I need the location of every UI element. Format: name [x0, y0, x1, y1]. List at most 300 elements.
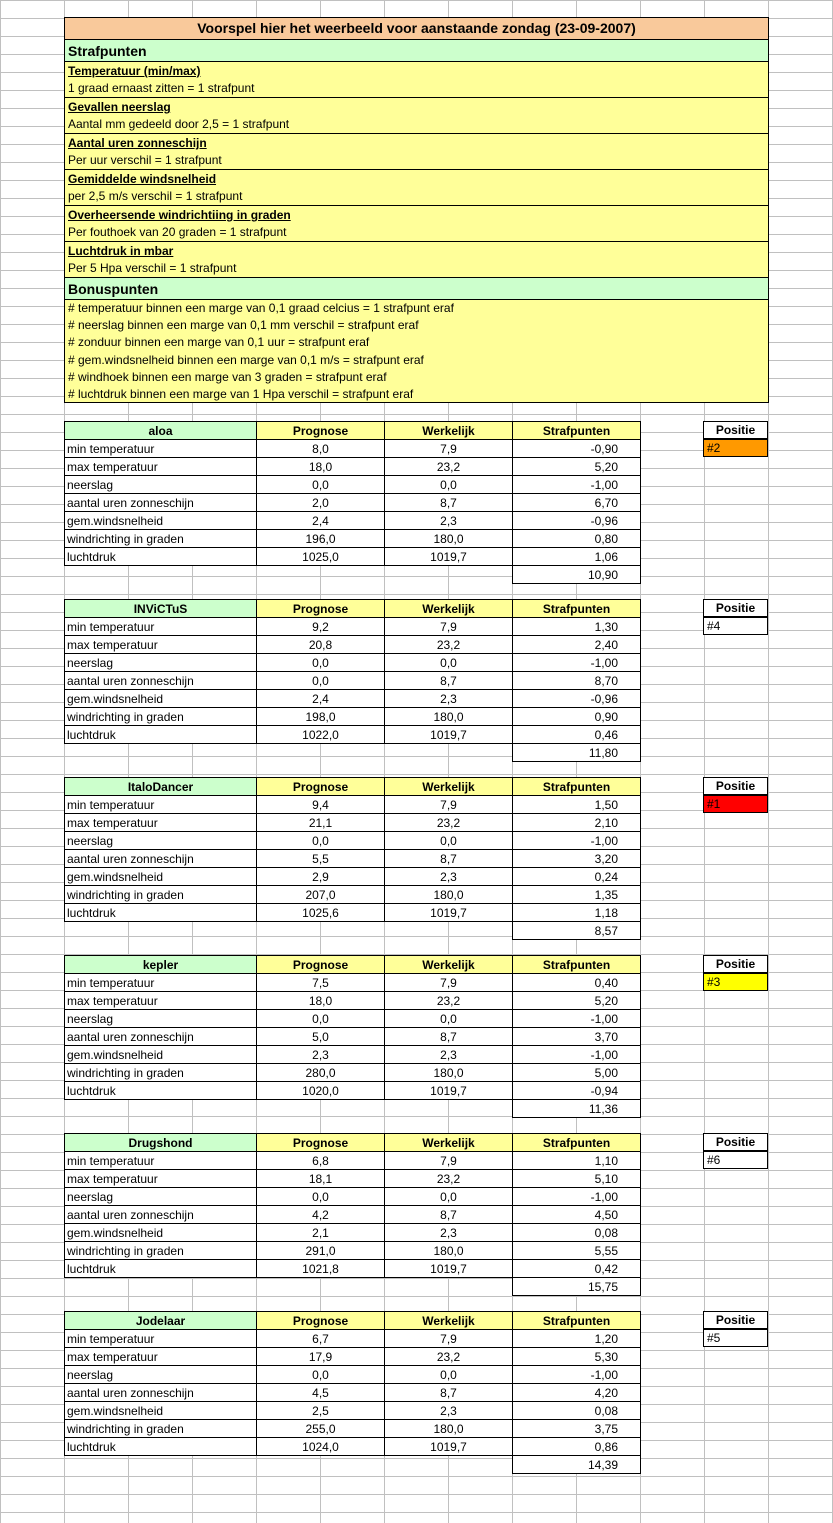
- strafpunten-cell[interactable]: 6,70: [513, 494, 641, 512]
- werkelijk-cell[interactable]: 8,7: [385, 1028, 513, 1046]
- table-row: [65, 1224, 641, 1242]
- table-row: [65, 904, 641, 922]
- table-row: [65, 1170, 641, 1188]
- strafpunten-cell[interactable]: 1,35: [513, 886, 641, 904]
- empty-cell: [65, 922, 257, 940]
- row-label[interactable]: max temperatuur: [65, 636, 257, 654]
- werkelijk-cell[interactable]: 0,0: [385, 1188, 513, 1206]
- player-name[interactable]: ItaloDancer: [65, 778, 257, 796]
- column-header-werkelijk[interactable]: Werkelijk: [385, 956, 513, 974]
- prognose-cell[interactable]: 1020,0: [257, 1082, 385, 1100]
- strafpunten-cell[interactable]: -1,00: [513, 832, 641, 850]
- player-table: [64, 421, 641, 584]
- positie-value[interactable]: #5: [703, 1329, 768, 1347]
- column-header-strafpunten[interactable]: Strafpunten: [513, 1134, 641, 1152]
- player-table: [64, 1311, 641, 1474]
- prognose-cell[interactable]: 198,0: [257, 708, 385, 726]
- positie-value[interactable]: #2: [703, 439, 768, 457]
- prognose-cell[interactable]: 8,0: [257, 440, 385, 458]
- strafpunten-cell[interactable]: 1,20: [513, 1330, 641, 1348]
- werkelijk-cell[interactable]: 180,0: [385, 1064, 513, 1082]
- empty-cell: [385, 1278, 513, 1296]
- table-row: [65, 1082, 641, 1100]
- row-label[interactable]: gem.windsnelheid: [65, 1224, 257, 1242]
- table-row: [65, 1384, 641, 1402]
- column-header-strafpunten[interactable]: Strafpunten: [513, 956, 641, 974]
- strafpunten-cell[interactable]: 0,90: [513, 708, 641, 726]
- column-header-werkelijk[interactable]: Werkelijk: [385, 1312, 513, 1330]
- strafpunten-cell[interactable]: 0,08: [513, 1402, 641, 1420]
- werkelijk-cell[interactable]: 1019,7: [385, 904, 513, 922]
- row-label[interactable]: min temperatuur: [65, 1152, 257, 1170]
- empty-cell: [257, 1100, 385, 1118]
- row-label[interactable]: max temperatuur: [65, 1170, 257, 1188]
- werkelijk-cell[interactable]: 2,3: [385, 1224, 513, 1242]
- werkelijk-cell[interactable]: 0,0: [385, 832, 513, 850]
- strafpunten-cell[interactable]: 0,40: [513, 974, 641, 992]
- column-header-werkelijk[interactable]: Werkelijk: [385, 422, 513, 440]
- werkelijk-cell[interactable]: 7,9: [385, 1152, 513, 1170]
- prognose-cell[interactable]: 21,1: [257, 814, 385, 832]
- player-name[interactable]: Drugshond: [65, 1134, 257, 1152]
- prognose-cell[interactable]: 6,8: [257, 1152, 385, 1170]
- table-row: [65, 618, 641, 636]
- werkelijk-cell[interactable]: 23,2: [385, 1348, 513, 1366]
- prognose-cell[interactable]: 5,5: [257, 850, 385, 868]
- rule-title: Gevallen neerslag: [68, 100, 171, 114]
- werkelijk-cell[interactable]: 0,0: [385, 1366, 513, 1384]
- positie-value[interactable]: #1: [703, 795, 768, 813]
- strafpunten-cell[interactable]: 2,40: [513, 636, 641, 654]
- bonus-line: # neerslag binnen een marge van 0,1 mm verschil = strafpunt eraf: [68, 318, 419, 333]
- row-label[interactable]: max temperatuur: [65, 992, 257, 1010]
- table-row: [65, 1242, 641, 1260]
- player-table: [64, 599, 641, 762]
- empty-cell: [257, 1278, 385, 1296]
- rule-desc: Aantal mm gedeeld door 2,5 = 1 strafpunt: [68, 117, 290, 131]
- strafpunten-cell[interactable]: 5,20: [513, 992, 641, 1010]
- strafpunten-cell[interactable]: 0,86: [513, 1438, 641, 1456]
- prognose-cell[interactable]: 1025,0: [257, 548, 385, 566]
- strafpunten-cell[interactable]: -1,00: [513, 1010, 641, 1028]
- bonuspunten-header: Bonuspunten: [64, 278, 769, 300]
- empty-cell: [65, 744, 257, 762]
- player-table: [64, 777, 641, 940]
- row-label[interactable]: min temperatuur: [65, 1330, 257, 1348]
- werkelijk-cell[interactable]: 7,9: [385, 796, 513, 814]
- prognose-cell[interactable]: 291,0: [257, 1242, 385, 1260]
- positie-header: Positie: [703, 599, 768, 617]
- prognose-cell[interactable]: 2,3: [257, 1046, 385, 1064]
- table-row: [65, 796, 641, 814]
- werkelijk-cell[interactable]: 23,2: [385, 458, 513, 476]
- prognose-cell[interactable]: 207,0: [257, 886, 385, 904]
- row-label[interactable]: gem.windsnelheid: [65, 512, 257, 530]
- table-row: [65, 440, 641, 458]
- prognose-cell[interactable]: 0,0: [257, 1188, 385, 1206]
- empty-cell: [257, 1456, 385, 1474]
- strafpunten-cell[interactable]: -1,00: [513, 1366, 641, 1384]
- row-label[interactable]: windrichting in graden: [65, 1420, 257, 1438]
- row-label[interactable]: windrichting in graden: [65, 1064, 257, 1082]
- werkelijk-cell[interactable]: 7,9: [385, 1330, 513, 1348]
- werkelijk-cell[interactable]: 180,0: [385, 708, 513, 726]
- prognose-cell[interactable]: 4,5: [257, 1384, 385, 1402]
- strafpunten-cell[interactable]: 3,75: [513, 1420, 641, 1438]
- table-row: [65, 1010, 641, 1028]
- rule-desc: Per fouthoek van 20 graden = 1 strafpunt: [68, 225, 287, 239]
- row-label[interactable]: gem.windsnelheid: [65, 690, 257, 708]
- table-row: [65, 636, 641, 654]
- table-row: [65, 1206, 641, 1224]
- prognose-cell[interactable]: 2,0: [257, 494, 385, 512]
- strafpunten-cell[interactable]: 0,24: [513, 868, 641, 886]
- positie-header: Positie: [703, 421, 768, 439]
- row-label[interactable]: luchtdruk: [65, 904, 257, 922]
- prognose-cell[interactable]: 6,7: [257, 1330, 385, 1348]
- player-name[interactable]: kepler: [65, 956, 257, 974]
- row-label[interactable]: luchtdruk: [65, 726, 257, 744]
- column-header-prognose[interactable]: Prognose: [257, 956, 385, 974]
- empty-cell: [385, 566, 513, 584]
- werkelijk-cell[interactable]: 0,0: [385, 476, 513, 494]
- strafpunten-cell[interactable]: 1,18: [513, 904, 641, 922]
- player-table: [64, 955, 641, 1118]
- table-row: [65, 1402, 641, 1420]
- rule-title: Temperatuur (min/max): [68, 64, 201, 78]
- positie-header: Positie: [703, 1311, 768, 1329]
- empty-cell: [385, 744, 513, 762]
- column-header-prognose[interactable]: Prognose: [257, 600, 385, 618]
- prognose-cell[interactable]: 1024,0: [257, 1438, 385, 1456]
- column-header-prognose[interactable]: Prognose: [257, 778, 385, 796]
- player-name[interactable]: Jodelaar: [65, 1312, 257, 1330]
- column-header-prognose[interactable]: Prognose: [257, 422, 385, 440]
- table-row: [65, 886, 641, 904]
- werkelijk-cell[interactable]: 23,2: [385, 992, 513, 1010]
- werkelijk-cell[interactable]: 1019,7: [385, 1438, 513, 1456]
- column-header-werkelijk[interactable]: Werkelijk: [385, 778, 513, 796]
- table-row: [65, 458, 641, 476]
- row-label[interactable]: aantal uren zonneschijn: [65, 1206, 257, 1224]
- bonus-line: # gem.windsnelheid binnen een marge van 0,1 m/s = strafpunt eraf: [68, 352, 424, 367]
- rule-title: Gemiddelde windsnelheid: [68, 172, 217, 186]
- row-label[interactable]: min temperatuur: [65, 618, 257, 636]
- prognose-cell[interactable]: 18,0: [257, 458, 385, 476]
- table-row: [65, 530, 641, 548]
- strafpunten-cell[interactable]: 3,20: [513, 850, 641, 868]
- werkelijk-cell[interactable]: 8,7: [385, 850, 513, 868]
- bonus-line: # zonduur binnen een marge van 0,1 uur = strafpunt eraf: [68, 335, 370, 350]
- prognose-cell[interactable]: 2,1: [257, 1224, 385, 1242]
- rule-temperatuur: [64, 62, 769, 98]
- total-strafpunten[interactable]: 14,39: [513, 1456, 641, 1474]
- strafpunten-cell[interactable]: -0,96: [513, 512, 641, 530]
- table-row: [65, 1028, 641, 1046]
- table-row: [65, 512, 641, 530]
- werkelijk-cell[interactable]: 2,3: [385, 512, 513, 530]
- player-table: [64, 1133, 641, 1296]
- column-header-strafpunten[interactable]: Strafpunten: [513, 1312, 641, 1330]
- row-label[interactable]: gem.windsnelheid: [65, 868, 257, 886]
- strafpunten-cell[interactable]: 1,50: [513, 796, 641, 814]
- prognose-cell[interactable]: 0,0: [257, 832, 385, 850]
- table-row: [65, 974, 641, 992]
- empty-cell: [385, 1456, 513, 1474]
- prognose-cell[interactable]: 18,1: [257, 1170, 385, 1188]
- strafpunten-cell[interactable]: 2,10: [513, 814, 641, 832]
- rule-desc: Per uur verschil = 1 strafpunt: [68, 153, 222, 167]
- prognose-cell[interactable]: 9,4: [257, 796, 385, 814]
- werkelijk-cell[interactable]: 1019,7: [385, 726, 513, 744]
- row-label[interactable]: gem.windsnelheid: [65, 1046, 257, 1064]
- strafpunten-cell[interactable]: 0,42: [513, 1260, 641, 1278]
- strafpunten-cell[interactable]: -1,00: [513, 1046, 641, 1064]
- werkelijk-cell[interactable]: 7,9: [385, 974, 513, 992]
- werkelijk-cell[interactable]: 8,7: [385, 672, 513, 690]
- werkelijk-cell[interactable]: 1019,7: [385, 1082, 513, 1100]
- prognose-cell[interactable]: 280,0: [257, 1064, 385, 1082]
- prognose-cell[interactable]: 9,2: [257, 618, 385, 636]
- strafpunten-cell[interactable]: -0,94: [513, 1082, 641, 1100]
- rule-desc: Per 5 Hpa verschil = 1 strafpunt: [68, 261, 237, 275]
- bonus-line: # luchtdruk binnen een marge van 1 Hpa verschil = strafpunt eraf: [68, 386, 414, 401]
- positie-value[interactable]: #3: [703, 973, 768, 991]
- column-header-strafpunten[interactable]: Strafpunten: [513, 600, 641, 618]
- strafpunten-cell[interactable]: 5,20: [513, 458, 641, 476]
- werkelijk-cell[interactable]: 23,2: [385, 814, 513, 832]
- row-label[interactable]: aantal uren zonneschijn: [65, 1028, 257, 1046]
- row-label[interactable]: min temperatuur: [65, 796, 257, 814]
- prognose-cell[interactable]: 0,0: [257, 1366, 385, 1384]
- prognose-cell[interactable]: 1025,6: [257, 904, 385, 922]
- rule-title: Aantal uren zonneschijn: [68, 136, 207, 150]
- row-label[interactable]: aantal uren zonneschijn: [65, 494, 257, 512]
- sheet-title: Voorspel hier het weerbeeld voor aanstaande zondag (23-09-2007): [64, 17, 769, 40]
- column-header-strafpunten[interactable]: Strafpunten: [513, 422, 641, 440]
- column-header-werkelijk[interactable]: Werkelijk: [385, 1134, 513, 1152]
- prognose-cell[interactable]: 2,4: [257, 690, 385, 708]
- rule-title: Luchtdruk in mbar: [68, 244, 174, 258]
- prognose-cell[interactable]: 0,0: [257, 1010, 385, 1028]
- werkelijk-cell[interactable]: 0,0: [385, 654, 513, 672]
- prognose-cell[interactable]: 2,4: [257, 512, 385, 530]
- table-row: [65, 726, 641, 744]
- strafpunten-cell[interactable]: -0,90: [513, 440, 641, 458]
- prognose-cell[interactable]: 1022,0: [257, 726, 385, 744]
- total-strafpunten[interactable]: 11,80: [513, 744, 641, 762]
- prognose-cell[interactable]: 0,0: [257, 654, 385, 672]
- row-label[interactable]: neerslag: [65, 476, 257, 494]
- rule-windrichting: [64, 206, 769, 242]
- table-row: [65, 548, 641, 566]
- prognose-cell[interactable]: 18,0: [257, 992, 385, 1010]
- row-label[interactable]: neerslag: [65, 1188, 257, 1206]
- total-strafpunten[interactable]: 11,36: [513, 1100, 641, 1118]
- werkelijk-cell[interactable]: 23,2: [385, 636, 513, 654]
- table-row: [65, 1420, 641, 1438]
- empty-cell: [65, 1456, 257, 1474]
- empty-cell: [65, 566, 257, 584]
- empty-cell: [257, 744, 385, 762]
- strafpunten-cell[interactable]: 4,20: [513, 1384, 641, 1402]
- werkelijk-cell[interactable]: 2,3: [385, 1046, 513, 1064]
- strafpunten-cell[interactable]: 1,06: [513, 548, 641, 566]
- row-label[interactable]: luchtdruk: [65, 1082, 257, 1100]
- row-label[interactable]: gem.windsnelheid: [65, 1402, 257, 1420]
- strafpunten-cell[interactable]: 5,10: [513, 1170, 641, 1188]
- player-name[interactable]: aloa: [65, 422, 257, 440]
- row-label[interactable]: max temperatuur: [65, 458, 257, 476]
- prognose-cell[interactable]: 196,0: [257, 530, 385, 548]
- row-label[interactable]: windrichting in graden: [65, 1242, 257, 1260]
- werkelijk-cell[interactable]: 0,0: [385, 1010, 513, 1028]
- row-label[interactable]: min temperatuur: [65, 974, 257, 992]
- prognose-cell[interactable]: 2,9: [257, 868, 385, 886]
- empty-cell: [65, 1100, 257, 1118]
- empty-cell: [257, 922, 385, 940]
- row-label[interactable]: max temperatuur: [65, 814, 257, 832]
- positie-header: Positie: [703, 955, 768, 973]
- table-row: [65, 1366, 641, 1384]
- total-strafpunten[interactable]: 8,57: [513, 922, 641, 940]
- row-label[interactable]: luchtdruk: [65, 1438, 257, 1456]
- strafpunten-cell[interactable]: -0,96: [513, 690, 641, 708]
- rule-zonneschijn: [64, 134, 769, 170]
- werkelijk-cell[interactable]: 8,7: [385, 1384, 513, 1402]
- rule-title: Overheersende windrichtiing in graden: [68, 208, 291, 222]
- rule-desc: 1 graad ernaast zitten = 1 strafpunt: [68, 81, 255, 95]
- werkelijk-cell[interactable]: 7,9: [385, 618, 513, 636]
- werkelijk-cell[interactable]: 1019,7: [385, 548, 513, 566]
- werkelijk-cell[interactable]: 23,2: [385, 1170, 513, 1188]
- werkelijk-cell[interactable]: 7,9: [385, 440, 513, 458]
- strafpunten-cell[interactable]: 3,70: [513, 1028, 641, 1046]
- strafpunten-cell[interactable]: 0,46: [513, 726, 641, 744]
- prognose-cell[interactable]: 255,0: [257, 1420, 385, 1438]
- table-row: [65, 1064, 641, 1082]
- row-label[interactable]: neerslag: [65, 1366, 257, 1384]
- table-row: [65, 832, 641, 850]
- bonus-line: # temperatuur binnen een marge van 0,1 graad celcius = 1 strafpunt eraf: [68, 301, 454, 315]
- prognose-cell[interactable]: 17,9: [257, 1348, 385, 1366]
- strafpunten-cell[interactable]: 1,10: [513, 1152, 641, 1170]
- table-row: [65, 1260, 641, 1278]
- column-header-prognose[interactable]: Prognose: [257, 1312, 385, 1330]
- bonus-line: # windhoek binnen een marge van 3 graden = strafpunt eraf: [68, 369, 387, 384]
- table-row: [65, 992, 641, 1010]
- bonus-list: [64, 300, 769, 403]
- row-label[interactable]: neerslag: [65, 832, 257, 850]
- row-label[interactable]: min temperatuur: [65, 440, 257, 458]
- empty-cell: [385, 1100, 513, 1118]
- prognose-cell[interactable]: 5,0: [257, 1028, 385, 1046]
- player-name[interactable]: INViCTuS: [65, 600, 257, 618]
- table-row: [65, 476, 641, 494]
- werkelijk-cell[interactable]: 180,0: [385, 1242, 513, 1260]
- rule-neerslag: [64, 98, 769, 134]
- strafpunten-cell[interactable]: 1,30: [513, 618, 641, 636]
- strafpunten-cell[interactable]: 5,30: [513, 1348, 641, 1366]
- table-row: [65, 1188, 641, 1206]
- column-header-prognose[interactable]: Prognose: [257, 1134, 385, 1152]
- row-label[interactable]: max temperatuur: [65, 1348, 257, 1366]
- table-row: [65, 1438, 641, 1456]
- empty-cell: [385, 922, 513, 940]
- strafpunten-cell[interactable]: -1,00: [513, 654, 641, 672]
- rule-desc: per 2,5 m/s verschil = 1 strafpunt: [68, 189, 243, 203]
- werkelijk-cell[interactable]: 2,3: [385, 1402, 513, 1420]
- row-label[interactable]: aantal uren zonneschijn: [65, 672, 257, 690]
- table-row: [65, 708, 641, 726]
- strafpunten-cell[interactable]: -1,00: [513, 1188, 641, 1206]
- empty-cell: [65, 1278, 257, 1296]
- row-label[interactable]: aantal uren zonneschijn: [65, 1384, 257, 1402]
- total-strafpunten[interactable]: 10,90: [513, 566, 641, 584]
- total-strafpunten[interactable]: 15,75: [513, 1278, 641, 1296]
- werkelijk-cell[interactable]: 8,7: [385, 494, 513, 512]
- table-row: [65, 850, 641, 868]
- row-label[interactable]: windrichting in graden: [65, 708, 257, 726]
- table-row: [65, 672, 641, 690]
- strafpunten-cell[interactable]: 4,50: [513, 1206, 641, 1224]
- table-row: [65, 494, 641, 512]
- positie-header: Positie: [703, 1133, 768, 1151]
- positie-value[interactable]: #4: [703, 617, 768, 635]
- strafpunten-cell[interactable]: 8,70: [513, 672, 641, 690]
- strafpunten-cell[interactable]: -1,00: [513, 476, 641, 494]
- prognose-cell[interactable]: 20,8: [257, 636, 385, 654]
- strafpunten-cell[interactable]: 5,55: [513, 1242, 641, 1260]
- row-label[interactable]: windrichting in graden: [65, 530, 257, 548]
- table-row: [65, 1330, 641, 1348]
- strafpunten-cell[interactable]: 0,80: [513, 530, 641, 548]
- werkelijk-cell[interactable]: 1019,7: [385, 1260, 513, 1278]
- row-label[interactable]: luchtdruk: [65, 548, 257, 566]
- prognose-cell[interactable]: 0,0: [257, 672, 385, 690]
- row-label[interactable]: neerslag: [65, 1010, 257, 1028]
- positie-value[interactable]: #6: [703, 1151, 768, 1169]
- prognose-cell[interactable]: 4,2: [257, 1206, 385, 1224]
- prognose-cell[interactable]: 7,5: [257, 974, 385, 992]
- prognose-cell[interactable]: 2,5: [257, 1402, 385, 1420]
- empty-cell: [257, 566, 385, 584]
- table-row: [65, 868, 641, 886]
- table-row: [65, 814, 641, 832]
- prognose-cell[interactable]: 1021,8: [257, 1260, 385, 1278]
- werkelijk-cell[interactable]: 180,0: [385, 886, 513, 904]
- werkelijk-cell[interactable]: 180,0: [385, 530, 513, 548]
- werkelijk-cell[interactable]: 2,3: [385, 868, 513, 886]
- strafpunten-cell[interactable]: 5,00: [513, 1064, 641, 1082]
- werkelijk-cell[interactable]: 8,7: [385, 1206, 513, 1224]
- row-label[interactable]: aantal uren zonneschijn: [65, 850, 257, 868]
- strafpunten-header: Strafpunten: [64, 40, 769, 62]
- werkelijk-cell[interactable]: 2,3: [385, 690, 513, 708]
- row-label[interactable]: luchtdruk: [65, 1260, 257, 1278]
- table-row: [65, 654, 641, 672]
- strafpunten-cell[interactable]: 0,08: [513, 1224, 641, 1242]
- positie-header: Positie: [703, 777, 768, 795]
- rule-luchtdruk: [64, 242, 769, 278]
- row-label[interactable]: neerslag: [65, 654, 257, 672]
- column-header-werkelijk[interactable]: Werkelijk: [385, 600, 513, 618]
- werkelijk-cell[interactable]: 180,0: [385, 1420, 513, 1438]
- table-row: [65, 1046, 641, 1064]
- prognose-cell[interactable]: 0,0: [257, 476, 385, 494]
- column-header-strafpunten[interactable]: Strafpunten: [513, 778, 641, 796]
- row-label[interactable]: windrichting in graden: [65, 886, 257, 904]
